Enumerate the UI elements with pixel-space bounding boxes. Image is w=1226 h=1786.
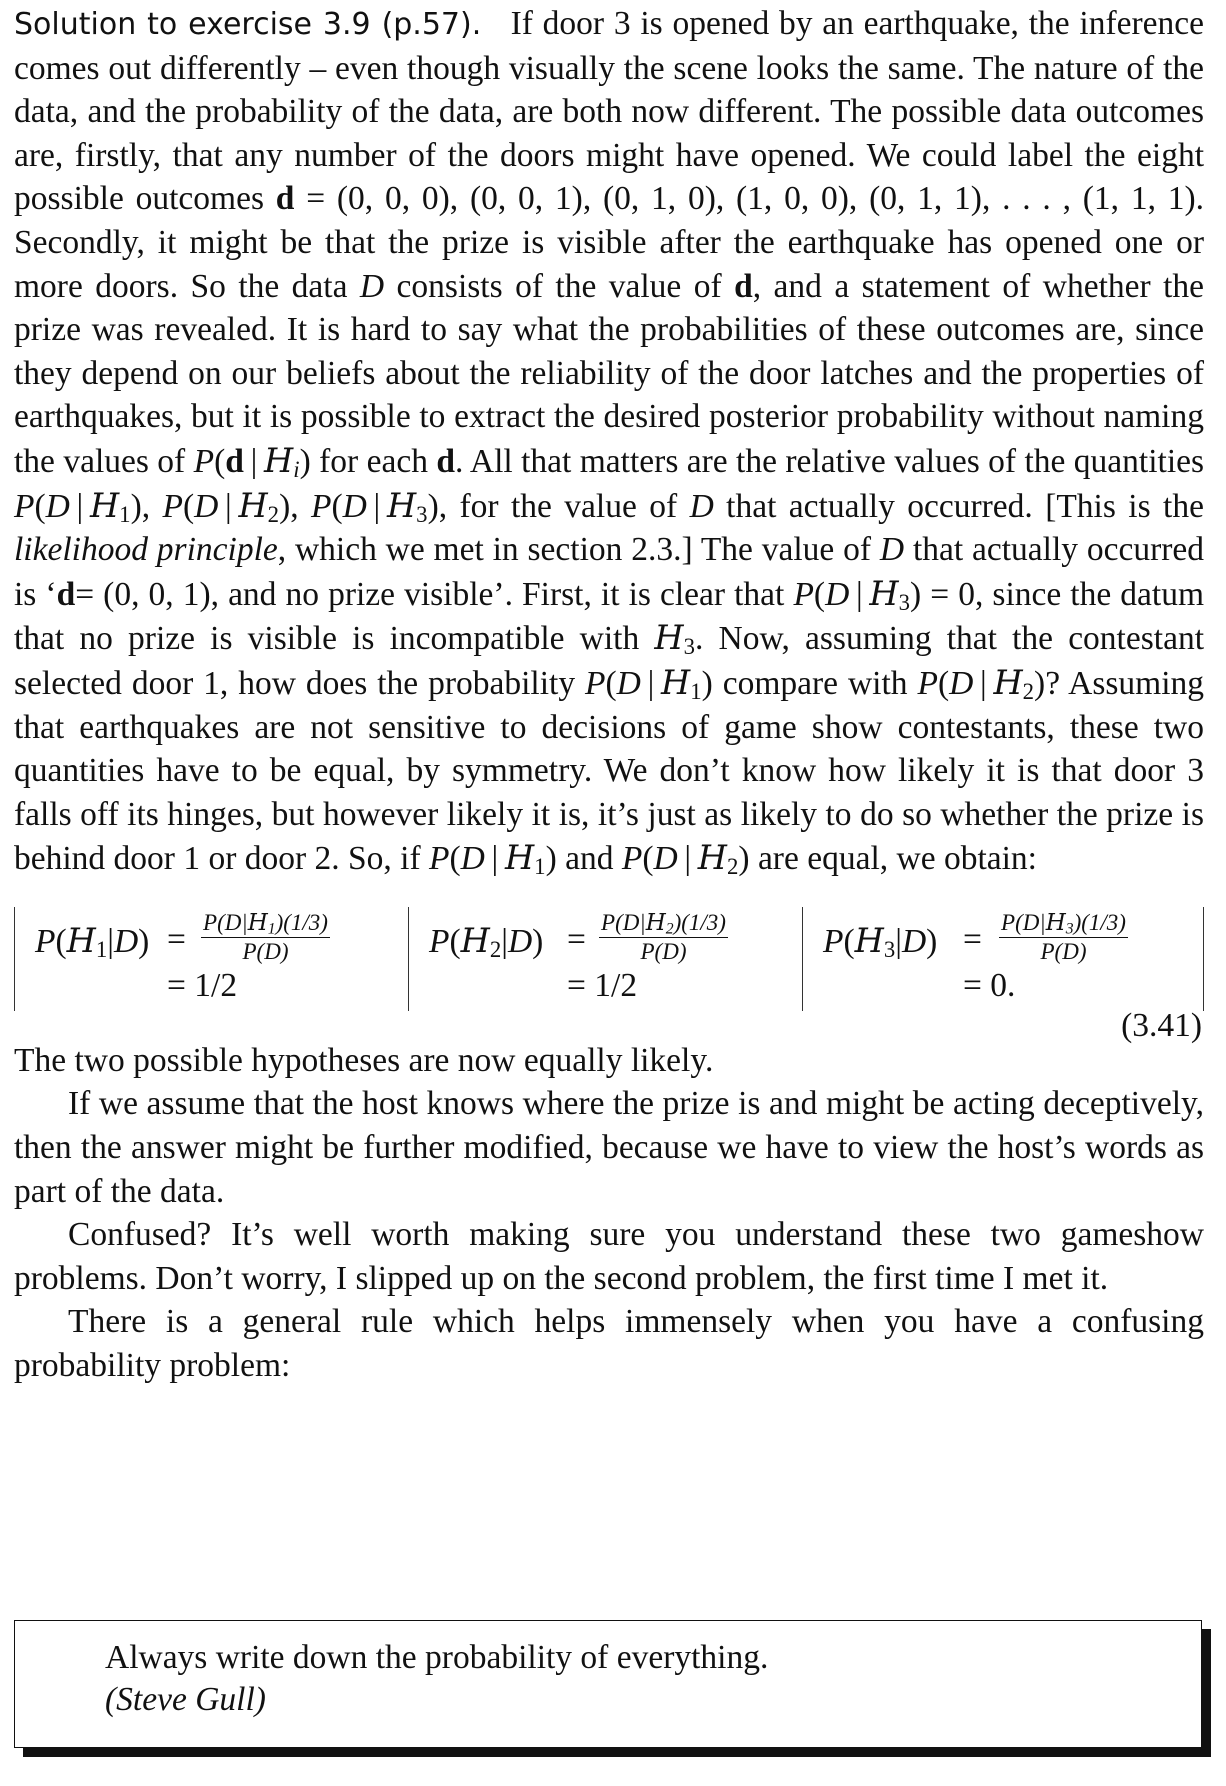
posterior-h3-fraction: $\frac{P(D|H_3)(1/3)}{P(D)}$ [1001, 909, 1126, 964]
posterior-h3-cell: $P(H_3|D)$ = $\frac{P(D|H_3)(1/3)}{P(D)}$ = 0. [802, 907, 1204, 1011]
solution-paragraph: Solution to exercise 3.9 (p.57). If door 3 is opened by an earthquake, the inference comes out differently – even though visually the scene looks the same. The nature of the data, and the probability of the data, are both now different. The possible data outcomes are, firstly, that any number of the doors might have opened. We could label the eight possible outcomes d = (0, 0, 0), (0, 0, 1), (0, 1, 0), (1, 0, 0), (0, 1, 1), . . . , (1, 1, 1). Secondly, it might be that the prize is visible after the earthquake has opened one or more doors. So the data D consists of the value of d, and a statement of whether the prize was revealed. It is hard to say what the probabilities of these outcomes are, since they depend on our beliefs about the reliability of the door latches and the properties of earthquakes, but it is possible to extract the desired posterior probability without naming the values of P(d | $H_i$) for each d. All that matters are the relative values of the quantities P(D | $H_1$), P(D | $H_2$), P(D | $H_3$), for the value of D that actually occurred. [This is the likelihood principle, which we met in section 2.3.] The value of D that actually occurred is ‘d= (0, 0, 1), and no prize visible’. First, it is clear that P(D | $H_3) = 0$, since the datum that no prize is visible is incompatible with $H_3$. Now, assuming that the contestant selected door 1, how does the probability P(D | $H_1$) compare with P(D | $H_2$)? Assuming that earthquakes are not sensitive to decisions of game show contestants, these two quantities have to be equal, by symmetry. We don’t know how likely it is that door 3 falls off its hinges, but however likely it is, it’s just as likely to do so whether the prize is behind door 1 or door 2. So, if P(D | $H_1$) and P(D | $H_2$) are equal, we obtain: [14, 5, 1205, 880]
posterior-h2-value: = 1/2 [567, 966, 638, 1004]
confused-paragraph: Confused? It’s well worth making sure you understand these two gameshow problems. Don’t worry, I slipped up on the second problem, the first time I met it. [14, 1216, 1204, 1297]
page-body [14, 2, 1204, 1388]
equation-number: (3.41) [1121, 1006, 1202, 1044]
solution-heading: Solution to exercise 3.9 (p.57). [14, 7, 482, 42]
equation-3-41 [14, 907, 1204, 1044]
quote-author: (Steve Gull) [105, 1681, 266, 1718]
posterior-h1-fraction: $\frac{P(D|H_1)(1/3)}{P(D)}$ [203, 909, 328, 964]
quote-box [14, 1620, 1202, 1748]
equally-likely-paragraph: The two possible hypotheses are now equally likely. [14, 1041, 714, 1079]
quote-text: Always write down the probability of everything. [105, 1639, 769, 1676]
posterior-h2-fraction: $\frac{P(D|H_2)(1/3)}{P(D)}$ [601, 909, 726, 964]
posterior-h1-lhs: $P(H_1|D)$ [35, 920, 150, 962]
posterior-h3-lhs: $P(H_3|D)$ [823, 920, 938, 962]
posterior-h1-value: = 1/2 [167, 966, 238, 1004]
posterior-h2-cell: $P(H_2|D)$ = $\frac{P(D|H_2)(1/3)}{P(D)}$ = 1/2 [408, 907, 801, 1011]
posterior-h1-cell: $P(H_1|D)$ = $\frac{P(D|H_1)(1/3)}{P(D)}$ = 1/2 [14, 907, 407, 1011]
posterior-h3-value: = 0. [963, 966, 1016, 1004]
posterior-h2-lhs: $P(H_2|D)$ [429, 920, 544, 962]
general-rule-paragraph: There is a general rule which helps immensely when you have a confusing probability problem: [14, 1303, 1204, 1385]
host-deceptive-paragraph: If we assume that the host knows where the prize is and might be acting deceptively, then the answer might be further modified, because we have to view the host’s words as part of the data. [14, 1085, 1204, 1210]
